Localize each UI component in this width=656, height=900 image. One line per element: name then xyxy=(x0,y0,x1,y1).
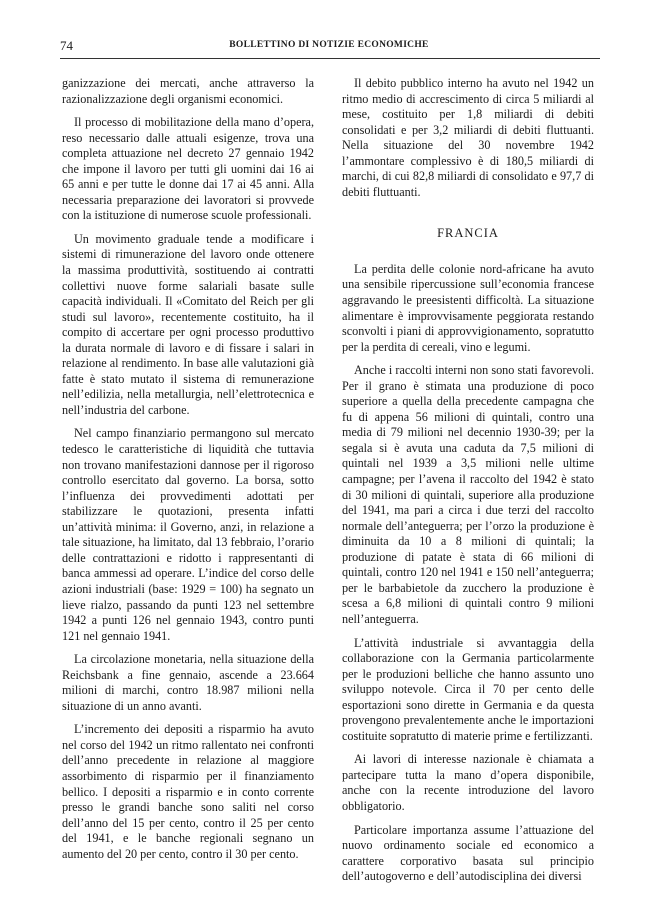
paragraph: Nel campo finanziario permangono sul mercato tedesco le caratteristiche di liquidità che tuttavia non trovano manifestazioni dannose per il rigoroso controllo esercitato dal governo. La borsa, sotto l’influenza dei provvedimenti adottati per stabilizzare le quotazioni, presenta infatti un’attività minima: il Governo, anzi, in relazione a tale situazione, ha limitato, dal 13 febbraio, l’orario delle contrattazioni e ridotto i rappresentanti di banca ammessi ad operare. L’indice del corso delle azioni industriali (base: 1929 = 100) ha segnato un lieve rialzo, passando da punti 123 nel settembre 1942 a punti 126 nel gennaio 1943, contro punti 121 nel gennaio 1941. xyxy=(62,426,314,643)
paragraph: La perdita delle colonie nord-africane ha avuto una sensibile ripercussione sull’economia francese aggravando le preesistenti difficoltà. La situazione alimentare è improvvisamente peggiorata restando sconvolti i piani di approvvigionamento, sopratutto per la perdita di cereali, vino e legumi. xyxy=(342,261,594,354)
paragraph: Un movimento graduale tende a modificare i sistemi di rimunerazione del lavoro onde ottenere la massima produttività, sostituendo ai contratti collettivi nuove forme salariali basate sulle capacità individuali. Il «Comitato del Reich per gli studi sul lavoro», recentemente costituito, ha il compito di accertare per ogni processo produttivo la durata normale di lavoro e di fissare i salari in relazione al rendimento. In base alle valutazioni già fatte è stato mutato il sistema di remunerazione nell’edilizia, nella metallurgia, nell’elettrotecnica e nell’industria del carbone. xyxy=(62,231,314,417)
paragraph: ganizzazione dei mercati, anche attraverso la razionalizzazione degli organismi economici. xyxy=(62,76,314,106)
header-rule xyxy=(60,58,600,59)
left-column xyxy=(62,76,314,870)
paragraph: L’incremento dei depositi a risparmio ha avuto nel corso del 1942 un ritmo rallentato nei confronti dell’anno precedente in relazione al maggiore assorbimento di risparmio per il finanziamento bellico. I depositi a risparmio e in conto corrente presso le grandi banche sono saliti nel corso dell’anno del 15 per cento, contro il 25 per cento del 1941, e le banche regionali segnano un aumento del 20 per cento, contro il 30 per cento. xyxy=(62,722,314,861)
section-title-francia: FRANCIA xyxy=(437,226,499,241)
paragraph: L’attività industriale si avvantaggia della collaborazione con la Germania particolarmente per le produzioni belliche che hanno assunto uno sviluppo notevole. Circa il 70 per cento delle esportazioni sono dirette in Germania e da questa provengono prevalentemente anche le importazioni costituite sopratutto di materie prime e fertilizzanti. xyxy=(342,635,594,743)
page-number: 74 xyxy=(60,38,73,53)
right-column xyxy=(342,76,594,893)
paragraph: Il processo di mobilitazione della mano d’opera, reso necessario dalle attuali esigenze, trova una completa attuazione nel decreto 27 gennaio 1942 che impone il lavoro per tutti gli uomini dai 16 ai 65 anni e per tutte le donne dai 17 ai 45 anni. Alla necessaria preparazione dei lavoratori si provvede con la istituzione di numerose scuole professionali. xyxy=(62,115,314,223)
paragraph: Anche i raccolti interni non sono stati favorevoli. Per il grano è stimata una produzione di poco superiore a quella della precedente campagna che fu di appena 56 milioni di quintali, contro una media di 79 milioni nel decennio 1930-39; per la segala si è avuta una caduta da 7,5 milioni di quintali nel 1939 a 3,5 milioni nelle ultime campagne; per l’avena il raccolto del 1942 è stato di 30 milioni di quintali, superiore alla produzione del 1941, ma pari a circa i due terzi del raccolto normale dell’anteguerra; per l’orzo la produzione è diminuita da 10 a 8 milioni di quintali; la produzione di patate è stata di 66 milioni di quintali, contro 120 nel 1941 e 150 nell’anteguerra; per le barbabietole da zucchero la produzione è scesa a 6,8 milioni di quintali contro 9 milioni nell’anteguerra. xyxy=(342,363,594,626)
paragraph: Particolare importanza assume l’attuazione del nuovo ordinamento sociale ed economico a carattere corporativo basata sul principio dell’autogoverno e dell’autodisciplina dei diversi xyxy=(342,822,594,884)
running-title: BOLLETTINO DI NOTIZIE ECONOMICHE xyxy=(229,40,429,50)
page-header xyxy=(60,36,598,56)
paragraph: Ai lavori di interesse nazionale è chiamata a partecipare tutta la mano d’opera disponibile, anche con la recente introduzione del lavoro obbligatorio. xyxy=(342,752,594,813)
paragraph: Il debito pubblico interno ha avuto nel 1942 un ritmo medio di accrescimento di circa 5 miliardi al mese, costituito per 1,8 miliardi di debiti consolidati e per 3,2 miliardi di debiti fluttuanti. Nella situazione del 30 novembre 1942 l’ammontare complessivo è di 180,5 miliardi di marchi, di cui 82,8 miliardi di consolidato e 97,7 di debiti fluttuanti. xyxy=(342,76,594,199)
paragraph: La circolazione monetaria, nella situazione della Reichsbank a fine gennaio, ascende a 23.664 milioni di marchi, contro 18.987 milioni nella situazione di un anno avanti. xyxy=(62,652,314,713)
